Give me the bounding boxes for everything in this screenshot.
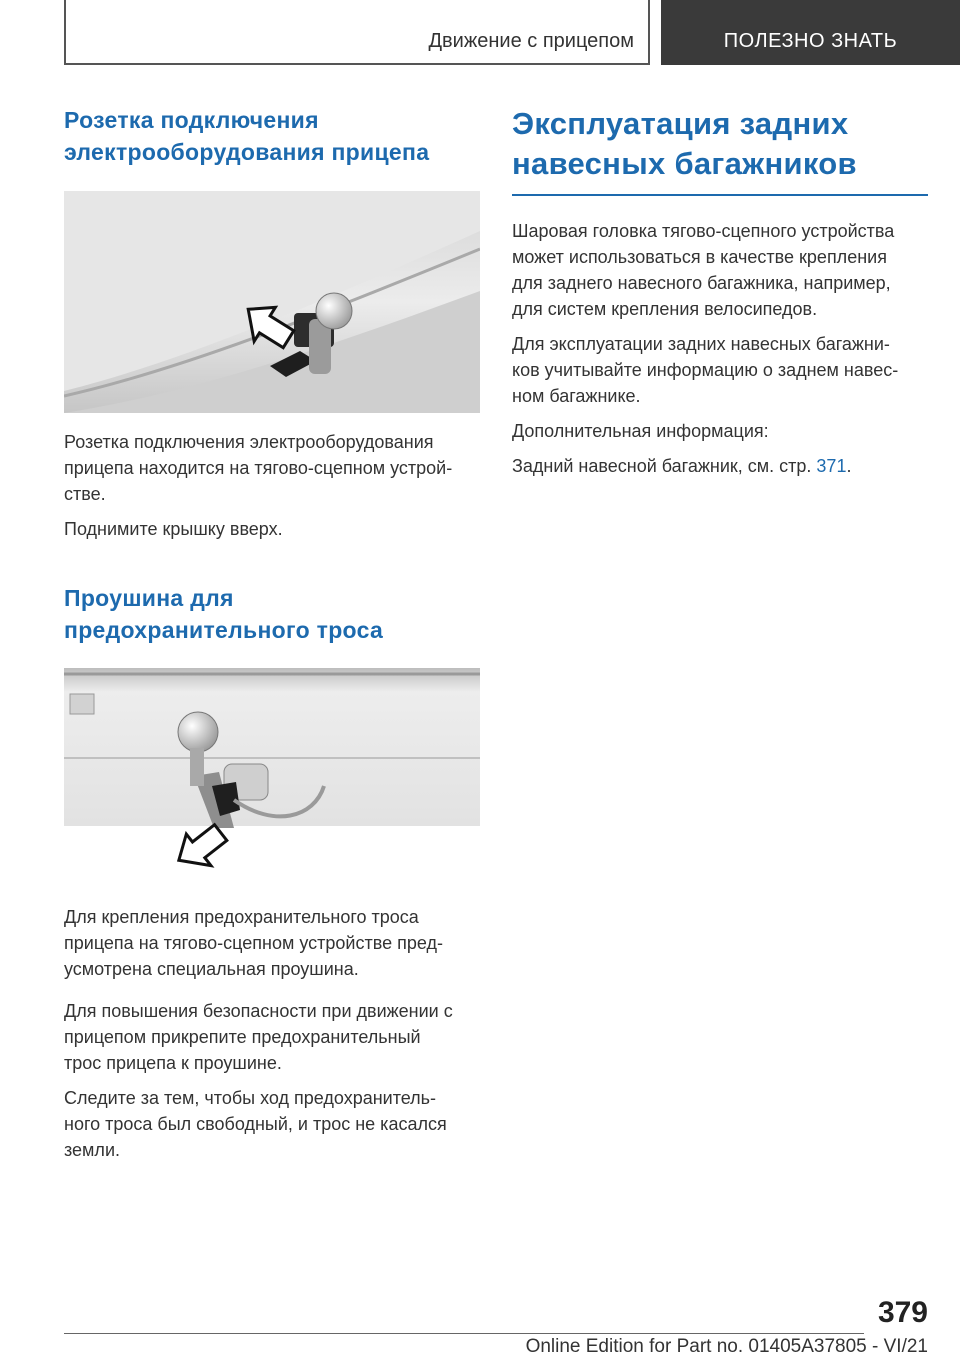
rear-carrier-description: Шаровая головка тягово-сцепного устройства может использоваться в качестве крепления для заднего навесного багажника, например, для систем крепления велосипедов. <box>512 221 895 319</box>
safety-cable-eyelet-illustration <box>64 668 480 874</box>
footer-rule <box>64 1333 864 1334</box>
socket-section-title: Розетка подключения электрооборудования прицепа <box>64 107 430 165</box>
header-chapter-tab[interactable] <box>661 0 960 65</box>
section-title-rule <box>512 194 928 196</box>
page-number: 379 <box>877 1296 928 1329</box>
eyelet-safety-note: Для повышения безопасности при движении с прицепом прикрепите предохранительный трос прицепа к проушине. <box>64 1001 453 1073</box>
header-section-title: Движение с прицепом <box>428 30 634 52</box>
left-column <box>64 104 480 1163</box>
eyelet-description: Для крепления предохранительного троса прицепа на тягово-сцепном устройстве пред- усмотрена специальная проушина. <box>64 907 443 979</box>
eyelet-cable-note: Следите за тем, чтобы ход предохранитель- ного троса был свободный, и трос не касался земли. <box>64 1088 447 1160</box>
additional-info-label: Дополнительная информация: <box>512 421 769 441</box>
right-column <box>512 104 928 479</box>
socket-instruction: Поднимите крышку вверх. <box>64 519 283 539</box>
page-reference-link[interactable]: 371 <box>816 456 847 476</box>
header-chapter-title: ПОЛЕЗНО ЗНАТЬ <box>723 30 898 52</box>
eyelet-section-title: Проушина для предохранительного троса <box>64 585 384 643</box>
rear-carrier-note: Для эксплуатации задних навесных багажни- ков учитывайте информацию о заднем навес- ном багажнике. <box>512 334 899 406</box>
rear-carrier-section-title: Эксплуатация задних навесных багажников <box>512 106 857 181</box>
socket-description: Розетка подключения электрооборудования прицепа находится на тягово-сцепном устрой- стве. <box>64 432 453 504</box>
header-section-box <box>64 0 650 65</box>
edition-note: Online Edition for Part no. 01405A37805 - VI/21 <box>525 1336 928 1357</box>
cross-reference: Задний навесной багажник, см. стр. 371. <box>512 456 852 476</box>
trailer-socket-illustration <box>64 191 480 413</box>
